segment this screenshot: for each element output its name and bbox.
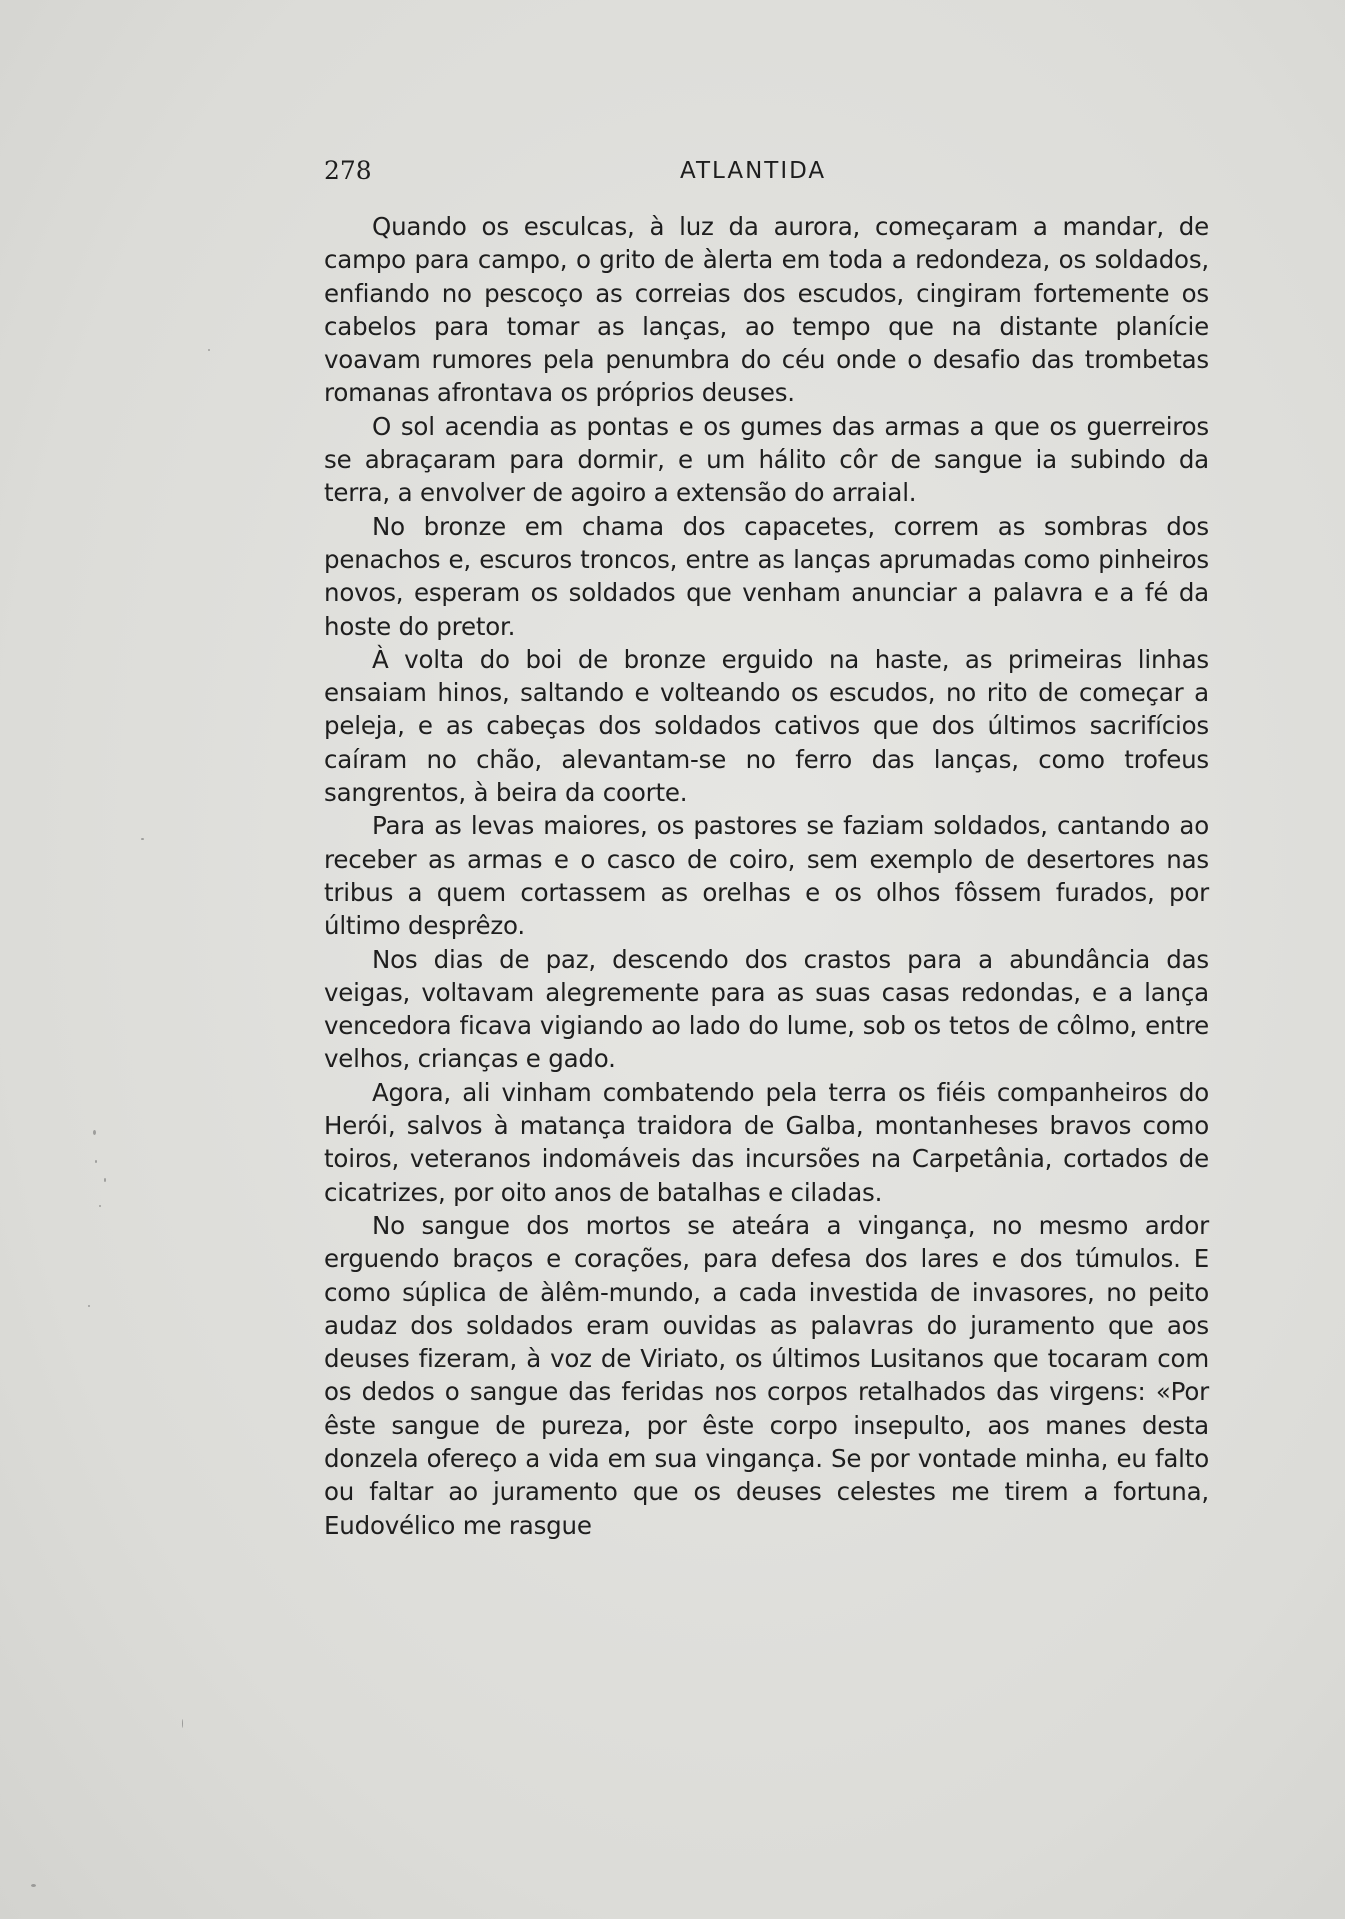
- speck: [141, 838, 144, 840]
- speck: [99, 1205, 101, 1207]
- paragraph-1: Quando os esculcas, à luz da aurora, começaram a mandar, de campo para campo, o grito de àlerta em toda a redondeza, os soldados, enfiando no pescoço as correias dos escudos, cingiram fortemente os cabelos para tomar as lanças, ao tempo que na distante planície voavam rumores pela penumbra do céu onde o desafio das trombetas romanas afrontava os próprios deuses.: [324, 212, 1209, 408]
- paragraph-8: No sangue dos mortos se ateára a vingança, no mesmo ardor erguendo braços e corações, para defesa dos lares e dos túmulos. E como súplica de àlêm-mundo, a cada investida de invasores, no peito audaz dos soldados eram ouvidas as palavras do juramento que aos deuses fizeram, à voz de Viriato, os últimos Lusitanos que tocaram com os dedos o sangue das feridas nos corpos retalhados das virgens: «Por êste sangue de pureza, por êste corpo insepulto, aos manes desta donzela ofereço a vida em sua vingança. Se por vontade minha, eu falto ou faltar ao juramento que os deuses celestes me tirem a fortuna, Eudovélico me rasgue: [324, 1210, 1209, 1540]
- paragraph-3: No bronze em chama dos capacetes, correm as sombras dos penachos e, escuros troncos, entre as lanças aprumadas como pinheiros novos, esperam os soldados que venham anunciar a palavra e a fé da hoste do pretor.: [324, 511, 1209, 641]
- speck: [31, 1884, 36, 1887]
- paragraph-5: Para as levas maiores, os pastores se faziam soldados, cantando ao receber as armas e o casco de coiro, sem exemplo de desertores nas tribus a quem cortassem as orelhas e os olhos fôssem furados, por último desprêzo.: [324, 811, 1209, 941]
- speck: [95, 1160, 97, 1163]
- page-number: 278: [324, 156, 372, 185]
- paragraph-6: Nos dias de paz, descendo dos crastos para a abundância das veigas, voltavam alegremente para as suas casas redondas, e a lança vencedora ficava vigiando ao lado do lume, sob os tetos de côlmo, entre velhos, crianças e gado.: [324, 944, 1209, 1074]
- speck: [182, 1719, 183, 1728]
- paragraph-2: O sol acendia as pontas e os gumes das armas a que os guerreiros se abraçaram para dormir, e um hálito côr de sangue ia subindo da terra, a envolver de agoiro a extensão do arraial.: [324, 411, 1209, 508]
- speck: [88, 1305, 90, 1307]
- running-title: ATLANTIDA: [680, 158, 827, 184]
- body-text: [324, 210, 1209, 1542]
- speck: [93, 1130, 96, 1135]
- speck: [104, 1178, 106, 1182]
- paragraph-7: Agora, ali vinham combatendo pela terra os fiéis companheiros do Herói, salvos à matança traidora de Galba, montanheses bravos como toiros, veteranos indomáveis das incursões na Carpetânia, cortados de cicatrizes, por oito anos de batalhas e ciladas.: [324, 1077, 1209, 1207]
- page-header: [324, 156, 1209, 192]
- paragraph-4: À volta do boi de bronze erguido na haste, as primeiras linhas ensaiam hinos, saltando e volteando os escudos, no rito de começar a peleja, e as cabeças dos soldados cativos que dos últimos sacrifícios caíram no chão, alevantam-se no ferro das lanças, como trofeus sangrentos, à beira da coorte.: [324, 644, 1209, 808]
- speck: [208, 349, 210, 351]
